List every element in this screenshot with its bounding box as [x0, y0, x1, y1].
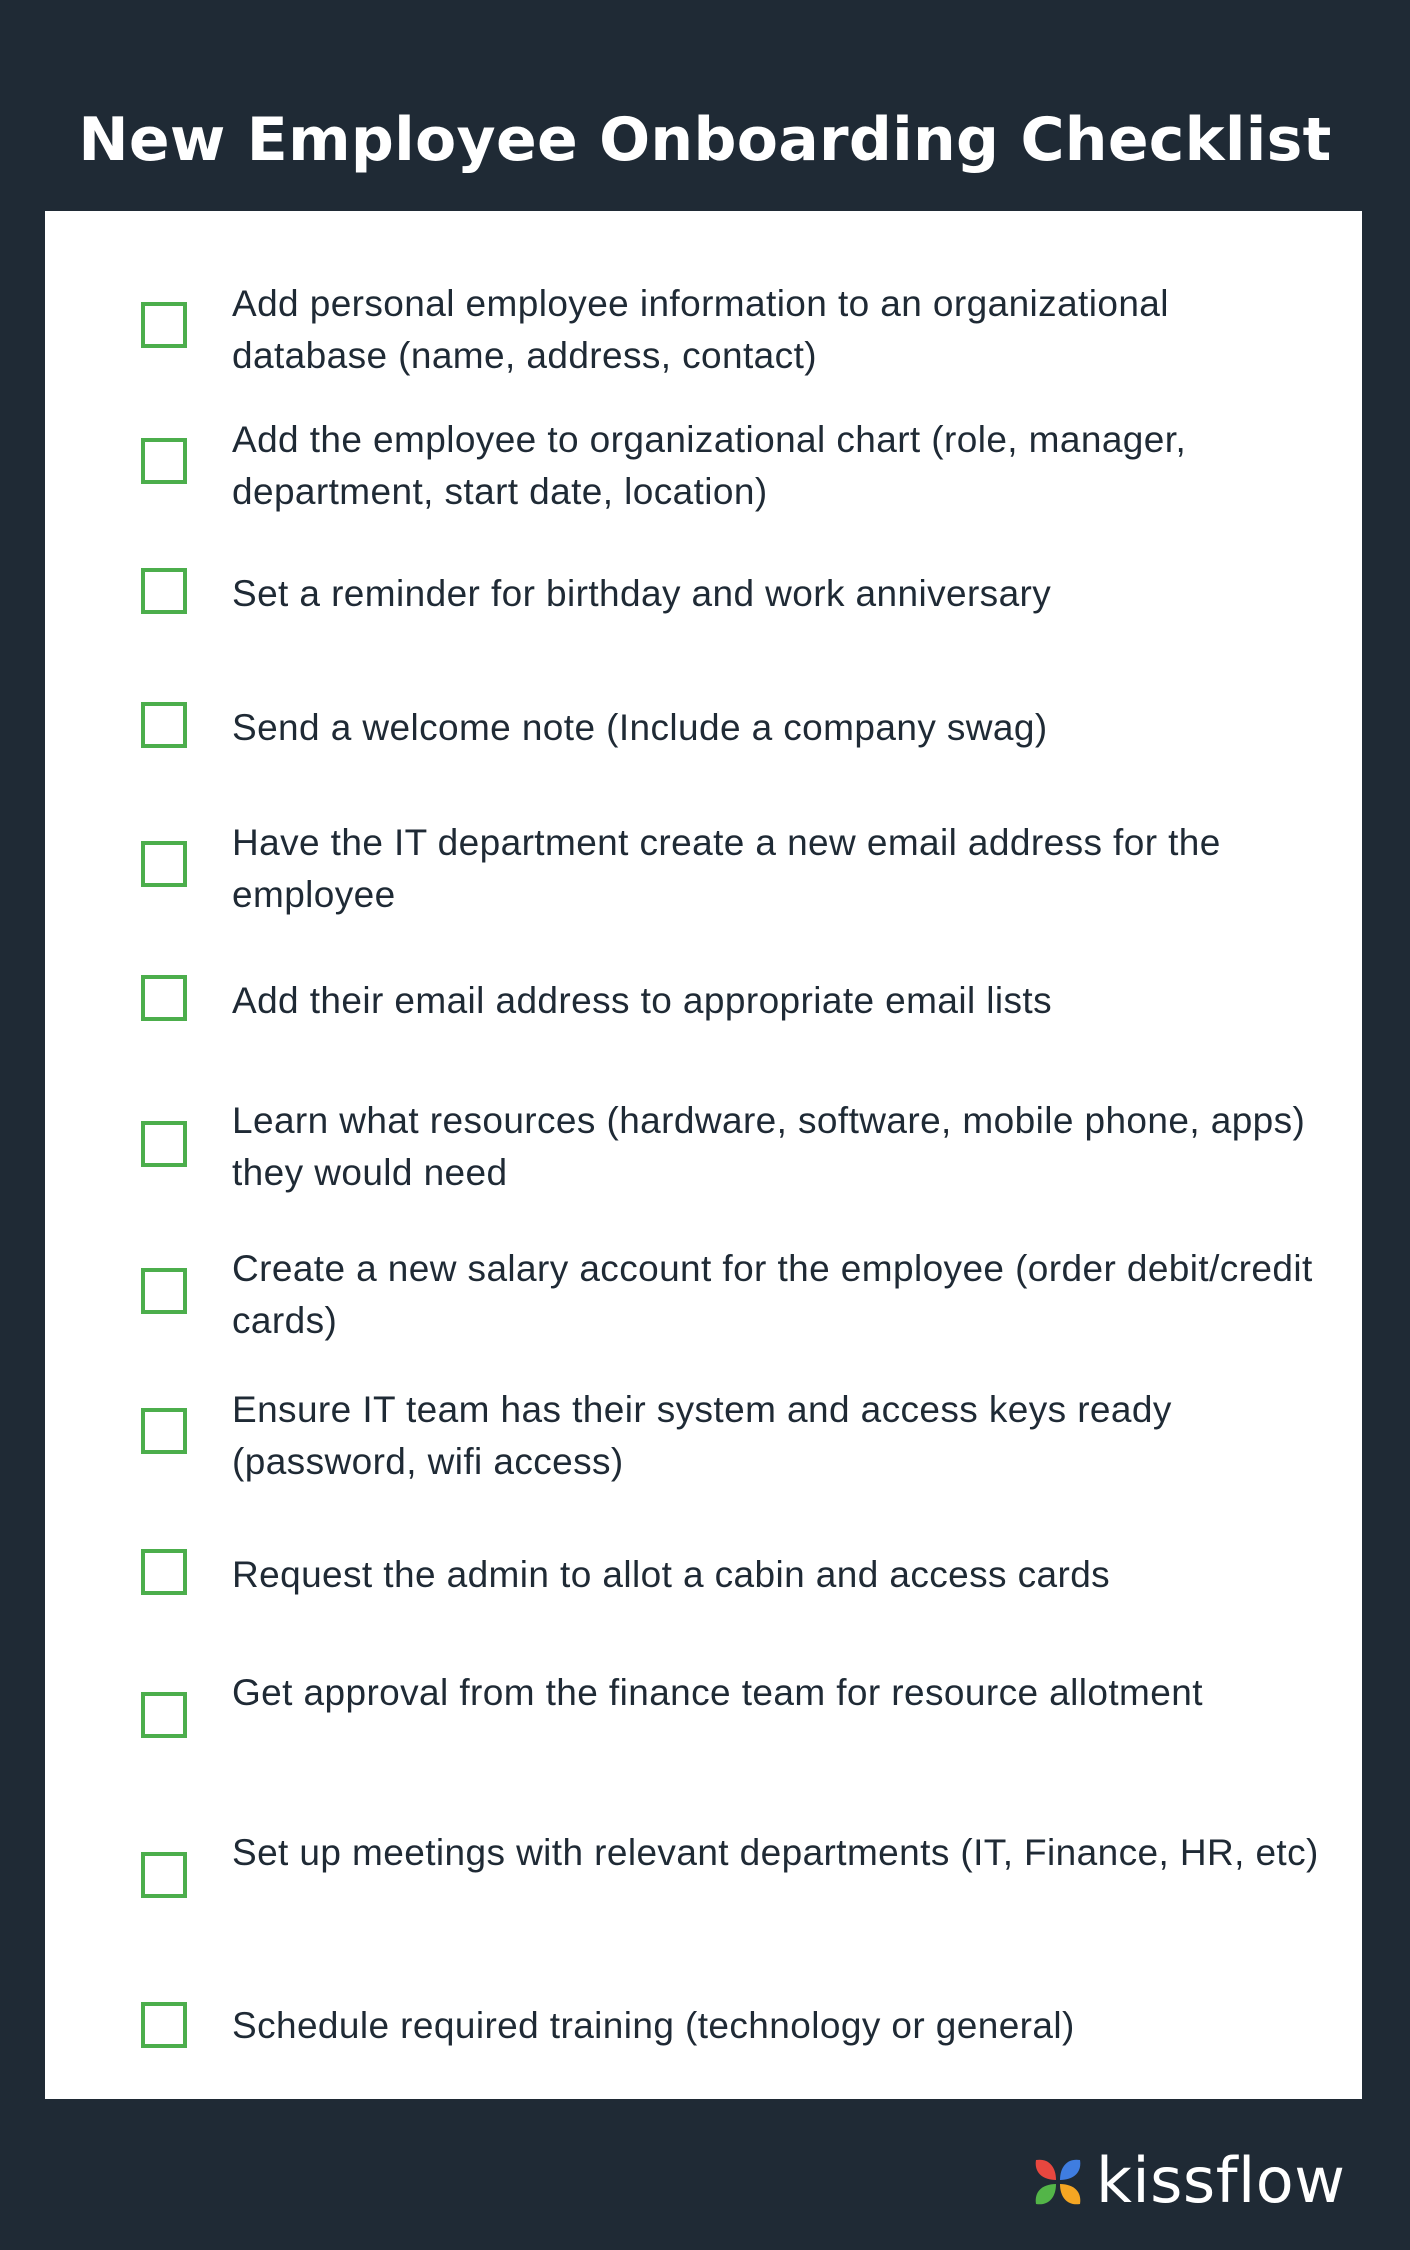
checkbox[interactable] — [141, 1852, 187, 1898]
checklist-item-text: Create a new salary account for the employee (order debit/credit cards) — [232, 1248, 1313, 1341]
kissflow-logo-icon — [1028, 2152, 1088, 2212]
checkbox[interactable] — [141, 568, 187, 614]
checklist-item-text: Have the IT department create a new email address for the employee — [232, 822, 1221, 915]
checkbox[interactable] — [141, 1121, 187, 1167]
checkbox[interactable] — [141, 1692, 187, 1738]
checkbox[interactable] — [141, 1549, 187, 1595]
checklist-item-text: Add personal employee information to an organizational database (name, address, contact) — [232, 283, 1169, 376]
checklist-item-text: Send a welcome note (Include a company swag) — [232, 707, 1048, 748]
checkbox[interactable] — [141, 438, 187, 484]
checklist-item-text: Add the employee to organizational chart (role, manager, department, start date, location) — [232, 419, 1187, 512]
brand-name: kissflow — [1096, 2144, 1346, 2217]
checkbox[interactable] — [141, 841, 187, 887]
checklist-item-text: Ensure IT team has their system and access keys ready (password, wifi access) — [232, 1389, 1172, 1482]
checklist-item-text: Set up meetings with relevant departments (IT, Finance, HR, etc) — [232, 1832, 1319, 1873]
checkbox[interactable] — [141, 1268, 187, 1314]
checklist-item-text: Learn what resources (hardware, software, mobile phone, apps) they would need — [232, 1100, 1306, 1193]
checklist-item-text: Add their email address to appropriate email lists — [232, 980, 1052, 1021]
brand-logo — [1028, 2144, 1346, 2218]
checkbox[interactable] — [141, 975, 187, 1021]
checkbox[interactable] — [141, 1408, 187, 1454]
checkbox[interactable] — [141, 302, 187, 348]
checkbox[interactable] — [141, 702, 187, 748]
checklist-card — [45, 211, 1362, 2099]
checklist-item-text: Set a reminder for birthday and work anniversary — [232, 573, 1052, 614]
checklist-item-text: Schedule required training (technology or general) — [232, 2005, 1075, 2046]
checkbox[interactable] — [141, 2002, 187, 2048]
checklist-item-text: Get approval from the finance team for resource allotment — [232, 1672, 1203, 1713]
page-title: New Employee Onboarding Checklist — [78, 105, 1332, 175]
checklist-item-text: Request the admin to allot a cabin and access cards — [232, 1554, 1111, 1595]
